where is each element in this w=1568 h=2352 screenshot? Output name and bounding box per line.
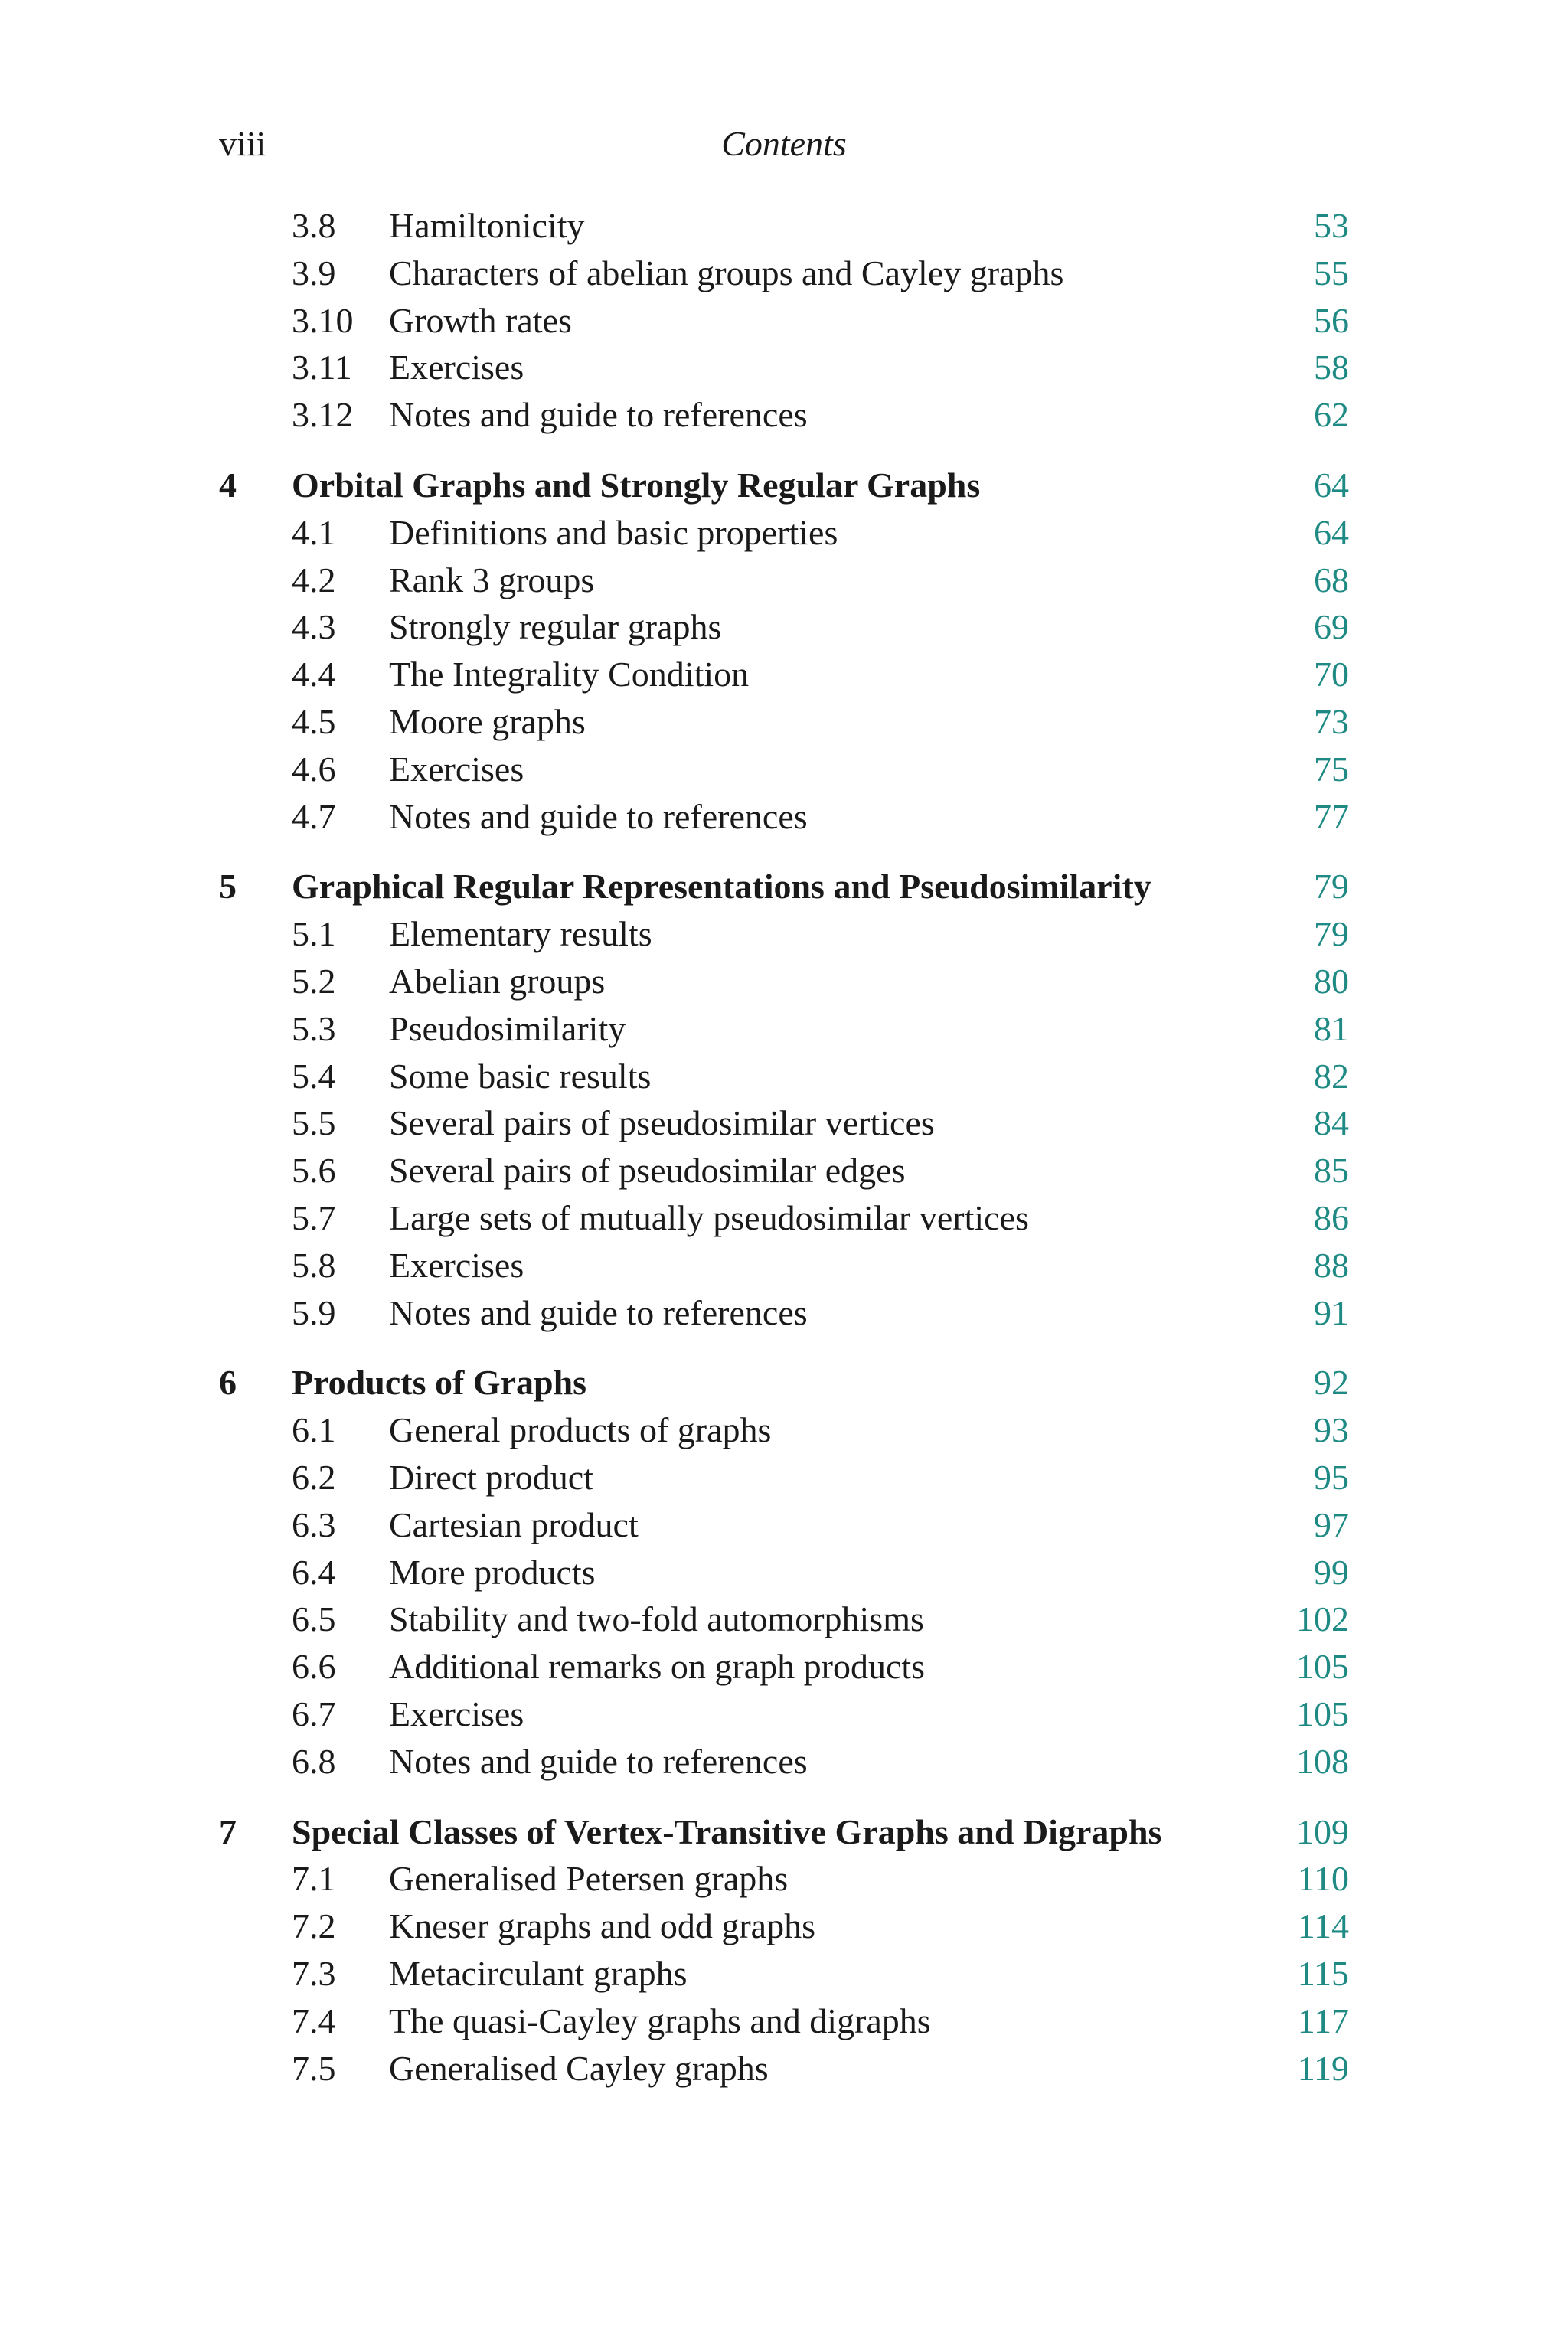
running-header [219, 121, 1349, 167]
entry-title: Products of Graphs [292, 1363, 587, 1402]
toc-section-entry[interactable] [219, 1099, 1349, 1147]
entry-title: Growth rates [389, 301, 572, 340]
entry-page-link[interactable]: 88 [1314, 1246, 1349, 1285]
entry-page-link[interactable]: 85 [1314, 1151, 1349, 1190]
entry-number: 5.7 [292, 1198, 336, 1237]
toc-section-entry[interactable] [219, 1549, 1349, 1596]
toc-section-entry[interactable] [219, 651, 1349, 698]
toc-chapter-entry[interactable] [219, 1359, 1349, 1406]
page-number: viii [219, 124, 266, 163]
toc-section-entry[interactable] [219, 297, 1349, 345]
entry-title: Cartesian product [389, 1505, 639, 1544]
toc-section-entry[interactable] [219, 958, 1349, 1005]
entry-number: 5.2 [292, 962, 336, 1001]
entry-number: 7 [219, 1812, 237, 1851]
entry-number: 5.8 [292, 1246, 336, 1285]
entry-page-link[interactable]: 108 [1296, 1742, 1349, 1781]
entry-title: Generalised Petersen graphs [389, 1859, 789, 1898]
entry-title: Hamiltonicity [389, 206, 585, 245]
entry-number: 4.2 [292, 560, 336, 599]
entry-page-link[interactable]: 53 [1314, 206, 1349, 245]
entry-page-link[interactable]: 58 [1314, 348, 1349, 387]
toc-section-entry[interactable] [219, 250, 1349, 297]
running-title: Contents [721, 124, 847, 163]
toc-section-entry[interactable] [219, 1855, 1349, 1903]
entry-page-link[interactable]: 109 [1296, 1812, 1349, 1851]
entry-number: 4 [219, 466, 237, 505]
entry-page-link[interactable]: 84 [1314, 1103, 1349, 1142]
entry-page-link[interactable]: 110 [1297, 1859, 1349, 1898]
entry-number: 7.2 [292, 1906, 336, 1945]
toc-section-entry[interactable] [219, 1454, 1349, 1501]
entry-page-link[interactable]: 64 [1314, 513, 1349, 552]
entry-title: Rank 3 groups [389, 560, 595, 599]
toc-section-entry[interactable] [219, 1406, 1349, 1454]
entry-page-link[interactable]: 79 [1314, 914, 1349, 953]
toc-section-entry[interactable] [219, 202, 1349, 250]
toc-section-entry[interactable] [219, 910, 1349, 958]
entry-title: Several pairs of pseudosimilar edges [389, 1151, 906, 1190]
entry-page-link[interactable]: 91 [1314, 1293, 1349, 1332]
entry-title: Definitions and basic properties [389, 513, 838, 552]
entry-title: Exercises [389, 750, 524, 789]
entry-title: Characters of abelian groups and Cayley graphs [389, 253, 1064, 292]
toc-section-entry[interactable] [219, 344, 1349, 391]
toc-section-entry[interactable] [219, 1903, 1349, 1950]
toc-section-entry[interactable] [219, 1950, 1349, 1998]
entry-title: Notes and guide to references [389, 797, 808, 836]
entry-number: 6.6 [292, 1647, 336, 1686]
entry-number: 3.12 [292, 395, 354, 434]
toc-section-entry[interactable] [219, 2045, 1349, 2092]
entry-page-link[interactable]: 102 [1296, 1599, 1349, 1638]
toc-section-entry[interactable] [219, 1998, 1349, 2045]
entry-page-link[interactable]: 95 [1314, 1458, 1349, 1497]
entry-page-link[interactable]: 64 [1314, 466, 1349, 505]
entry-title: Metacirculant graphs [389, 1954, 688, 1993]
entry-title: Direct product [389, 1458, 593, 1497]
toc-section-entry[interactable] [219, 746, 1349, 793]
entry-title: Moore graphs [389, 702, 586, 741]
toc-section-entry[interactable] [219, 1643, 1349, 1690]
entry-page-link[interactable]: 97 [1314, 1505, 1349, 1544]
entry-number: 5.1 [292, 914, 336, 953]
toc-section-entry[interactable] [219, 603, 1349, 651]
toc-section-entry[interactable] [219, 1242, 1349, 1289]
entry-page-link[interactable]: 62 [1314, 395, 1349, 434]
entry-title: Exercises [389, 1246, 524, 1285]
entry-page-link[interactable]: 105 [1296, 1647, 1349, 1686]
entry-page-link[interactable]: 86 [1314, 1198, 1349, 1237]
entry-title: Some basic results [389, 1057, 652, 1096]
toc-section-entry[interactable] [219, 1501, 1349, 1549]
entry-number: 6 [219, 1363, 237, 1402]
toc-section-entry[interactable] [219, 557, 1349, 604]
entry-title: Pseudosimilarity [389, 1009, 626, 1048]
entry-page-link[interactable]: 93 [1314, 1410, 1349, 1449]
entry-page-link[interactable]: 80 [1314, 962, 1349, 1001]
entry-number: 5 [219, 867, 237, 906]
entry-page-link[interactable]: 75 [1314, 750, 1349, 789]
entry-number: 4.5 [292, 702, 336, 741]
entry-page-link[interactable]: 68 [1314, 560, 1349, 599]
entry-title: Notes and guide to references [389, 1742, 808, 1781]
entry-title: Orbital Graphs and Strongly Regular Graphs [292, 466, 981, 505]
entry-page-link[interactable]: 82 [1314, 1057, 1349, 1096]
entry-title: The quasi-Cayley graphs and digraphs [389, 2001, 931, 2040]
entry-page-link[interactable]: 99 [1314, 1553, 1349, 1592]
entry-number: 5.5 [292, 1103, 336, 1142]
toc-chapter-entry[interactable] [219, 462, 1349, 509]
toc-section-entry[interactable] [219, 1289, 1349, 1337]
entry-number: 6.3 [292, 1505, 336, 1544]
entry-number: 7.4 [292, 2001, 336, 2040]
entry-page-link[interactable]: 79 [1314, 867, 1349, 906]
entry-number: 4.3 [292, 607, 336, 646]
entry-title: Exercises [389, 348, 524, 387]
toc-section-entry[interactable] [219, 1005, 1349, 1053]
entry-number: 3.8 [292, 206, 336, 245]
entry-title: Exercises [389, 1694, 524, 1733]
toc-section-entry[interactable] [219, 391, 1349, 439]
entry-number: 3.10 [292, 301, 354, 340]
entry-number: 4.7 [292, 797, 336, 836]
toc-section-entry[interactable] [219, 793, 1349, 841]
entry-title: Graphical Regular Representations and Pseudosimilarity [292, 867, 1152, 906]
toc-section-entry[interactable] [219, 698, 1349, 746]
entry-number: 6.8 [292, 1742, 336, 1781]
entry-title: More products [389, 1553, 596, 1592]
entry-title: The Integrality Condition [389, 655, 750, 694]
entry-title: Several pairs of pseudosimilar vertices [389, 1103, 935, 1142]
entry-title: Additional remarks on graph products [389, 1647, 926, 1686]
entry-title: Strongly regular graphs [389, 607, 722, 646]
toc-chapter-entry[interactable] [219, 863, 1349, 910]
entry-number: 6.4 [292, 1553, 336, 1592]
entry-title: Elementary results [389, 914, 652, 953]
entry-page-link[interactable]: 119 [1297, 2049, 1349, 2088]
toc-section-entry[interactable] [219, 1147, 1349, 1194]
entry-number: 4.1 [292, 513, 336, 552]
entry-number: 5.3 [292, 1009, 336, 1048]
entry-page-link[interactable]: 115 [1297, 1954, 1349, 1993]
entry-page-link[interactable]: 70 [1314, 655, 1349, 694]
toc-chapter-entry[interactable] [219, 1808, 1349, 1856]
entry-title: Notes and guide to references [389, 395, 808, 434]
entry-page-link[interactable]: 117 [1297, 2001, 1349, 2040]
entry-page-link[interactable]: 69 [1314, 607, 1349, 646]
entry-page-link[interactable]: 56 [1314, 301, 1349, 340]
toc-section-entry[interactable] [219, 1738, 1349, 1785]
entry-number: 7.5 [292, 2049, 336, 2088]
entry-title: Stability and two-fold automorphisms [389, 1599, 924, 1638]
entry-number: 7.3 [292, 1954, 336, 1993]
entry-title: General products of graphs [389, 1410, 772, 1449]
entry-number: 5.9 [292, 1293, 336, 1332]
entry-number: 6.5 [292, 1599, 336, 1638]
entry-number: 6.1 [292, 1410, 336, 1449]
entry-number: 4.6 [292, 750, 336, 789]
entry-title: Large sets of mutually pseudosimilar vertices [389, 1198, 1029, 1237]
entry-number: 7.1 [292, 1859, 336, 1898]
toc-section-entry[interactable] [219, 1690, 1349, 1738]
toc-section-entry[interactable] [219, 1596, 1349, 1643]
toc-section-entry[interactable] [219, 509, 1349, 557]
entry-number: 3.9 [292, 253, 336, 292]
entry-title: Special Classes of Vertex-Transitive Graphs and Digraphs [292, 1812, 1162, 1851]
entry-number: 5.6 [292, 1151, 336, 1190]
entry-number: 6.7 [292, 1694, 336, 1733]
entry-number: 3.11 [292, 348, 352, 387]
toc-section-entry[interactable] [219, 1053, 1349, 1100]
entry-page-link[interactable]: 73 [1314, 702, 1349, 741]
entry-page-link[interactable]: 92 [1314, 1363, 1349, 1402]
entry-number: 4.4 [292, 655, 336, 694]
toc-section-entry[interactable] [219, 1194, 1349, 1242]
entry-number: 6.2 [292, 1458, 336, 1497]
entry-page-link[interactable]: 114 [1297, 1906, 1349, 1945]
entry-page-link[interactable]: 55 [1314, 253, 1349, 292]
entry-title: Abelian groups [389, 962, 606, 1001]
entry-title: Notes and guide to references [389, 1293, 808, 1332]
entry-page-link[interactable]: 81 [1314, 1009, 1349, 1048]
entry-number: 5.4 [292, 1057, 336, 1096]
entry-title: Kneser graphs and odd graphs [389, 1906, 815, 1945]
entry-page-link[interactable]: 105 [1296, 1694, 1349, 1733]
entry-title: Generalised Cayley graphs [389, 2049, 769, 2088]
entry-page-link[interactable]: 77 [1314, 797, 1349, 836]
